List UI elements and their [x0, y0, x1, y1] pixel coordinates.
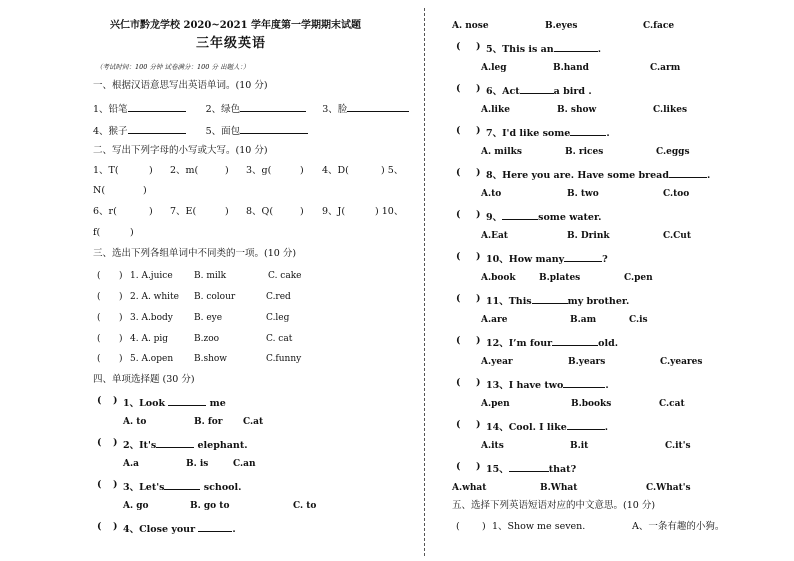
s2-r2-c: 8、Q( — [246, 206, 274, 217]
s4-option: B.am — [570, 315, 597, 325]
s2-r1-d-close: ) 5、 — [381, 165, 404, 176]
s3-option-b: B.show — [194, 354, 228, 364]
s5-a1-text: A、一条有趣的小狗。 — [632, 521, 725, 532]
s1-blank-4[interactable] — [128, 123, 186, 134]
s4-blank[interactable] — [156, 437, 194, 448]
s3-paren-close[interactable]: ) — [119, 313, 123, 323]
s3-paren-close[interactable]: ) — [119, 271, 123, 281]
s4-option: A.to — [481, 189, 502, 199]
s2-r1-b: 2、m( — [170, 165, 199, 176]
column-divider — [424, 8, 425, 556]
s4-blank[interactable] — [164, 479, 200, 490]
s3-option-c: C.leg — [266, 313, 290, 323]
s4-option: C.Cut — [663, 231, 692, 241]
s3-option-c: C.funny — [266, 354, 302, 364]
s4-blank[interactable] — [532, 293, 568, 304]
s3-option-a: 5. A.open — [130, 354, 174, 364]
s2-r2-d-close: ) 10、 — [375, 206, 404, 217]
s4-option: C.What's — [646, 483, 691, 493]
s2-r1-tail-close: ) — [143, 185, 147, 196]
s4-option: C.eggs — [656, 147, 690, 157]
s3-option-b: B. milk — [194, 271, 227, 281]
s2-r2-d: 9、J( — [322, 206, 346, 217]
s3-paren-open: ( — [97, 354, 101, 364]
s4-option: A.what — [452, 483, 487, 493]
s3-paren-close[interactable]: ) — [119, 354, 123, 364]
s4-blank[interactable] — [168, 395, 206, 406]
s2-r1-b-close: ) — [225, 165, 229, 176]
s3-option-c: C. cake — [268, 271, 302, 281]
s4-blank[interactable] — [669, 167, 707, 178]
s4-option: B.it — [570, 441, 589, 451]
s3-option-a: 1. A.juice — [130, 271, 173, 281]
s4-option: B. two — [567, 189, 599, 199]
s4-option: B.years — [568, 357, 606, 367]
s2-r1-a-close: ) — [149, 165, 153, 176]
s3-option-c: C. cat — [266, 334, 293, 344]
s4-blank[interactable] — [552, 335, 598, 346]
s3-option-a: 4. A. pig — [130, 334, 169, 344]
s1-blank-3[interactable] — [347, 101, 409, 112]
s1-blank-5[interactable] — [240, 123, 308, 134]
s4-option: B.What — [540, 483, 578, 493]
s1-blank-2[interactable] — [240, 101, 306, 112]
exam-meta: （考试时间：100 分钟 试卷满分：100 分 出题人：） — [96, 63, 250, 71]
s4-option: A.year — [481, 357, 513, 367]
s2-r2-b: 7、E( — [170, 206, 197, 217]
s2-r1-c-close: ) — [300, 165, 304, 176]
s2-r1-c: 3、g( — [246, 165, 272, 176]
s4-option: B. rices — [565, 147, 604, 157]
s2-r2-tail-close: ) — [130, 227, 134, 238]
section1-row1 — [93, 101, 409, 116]
s2-r2-a: 6、r( — [93, 206, 117, 217]
s4-blank[interactable] — [554, 41, 598, 52]
s1-item-2: 2、绿色 — [205, 104, 241, 115]
s4-option: C.is — [629, 315, 648, 325]
s3-paren-close[interactable]: ) — [119, 292, 123, 302]
s2-r1-a: 1、T( — [93, 165, 119, 176]
exam-title: 兴仁市黔龙学校 2020~2021 学年度第一学期期末试题 — [110, 20, 362, 31]
s3-paren-open: ( — [97, 313, 101, 323]
s3-paren-open: ( — [97, 334, 101, 344]
s4-option: C.arm — [650, 63, 681, 73]
s2-r2-a-close: ) — [149, 206, 153, 217]
s4-option: A.its — [481, 441, 504, 451]
s4-option: C.yeares — [660, 357, 703, 367]
s4-blank[interactable] — [567, 419, 605, 430]
section3-heading: 三、选出下列各组单词中不同类的一项。(10 分) — [93, 248, 297, 259]
section5-heading: 五、选择下列英语短语对应的中文意思。(10 分) — [452, 500, 656, 511]
s3-option-c: C.red — [266, 292, 291, 302]
section4-heading: 四、单项选择题 (30 分) — [93, 374, 195, 385]
s2-r1-d: 4、D( — [322, 165, 349, 176]
s4-option: C.too — [663, 189, 690, 199]
s1-item-5: 5、面包 — [205, 126, 241, 137]
s4-option: C.likes — [653, 105, 688, 115]
s3-option-a: 3. A.body — [130, 313, 173, 323]
s3-option-b: B.zoo — [194, 334, 220, 344]
s4-option: A.book — [481, 273, 516, 283]
section2-heading: 二、写出下列字母的小写或大写。(10 分) — [93, 145, 268, 156]
s3-paren-open: ( — [97, 271, 101, 281]
s4-option: A.are — [481, 315, 508, 325]
s3-paren-close[interactable]: ) — [119, 334, 123, 344]
s4-option: C.it's — [665, 441, 691, 451]
exam-page: 兴仁市黔龙学校 2020~2021 学年度第一学期期末试题 三年级英语 （考试时间：100 分钟 试卷满分：100 分 出题人：） 一、根据汉语意思写出英语单词。(10 分) 1、铅笔 2、绿色 3、脸 4、猴子 5、面包 二、写出下列字母的小写或大写。(10 分) 1、T( ) 2、m( ) 3、g( ) 4、D( ) 5、 N( ) 6、r( ) 7、E( ) 8、Q( ) 9、J( ) 10、 f( ) 三、选出下列各组单词中不同类的一项。(10 分) ( ) 1. A.juice B. milk C. cake ( ) 2. A. white B. colour C.red ( ) 3. A.body B. eye C.leg ( ) 4. A. pig B.zoo C. cat ( ) 5. A.open B.show C.funny 四、单项选择题 (30 分) ( ) 1、Look me A. to B. for C.at ( ) 2、It's elephant. A.a B. is C.an ( ) 3、Let's school. A. go B. go to C. to ( ) 4、Close your . A. nose B.eyes C.face ( ) 5、This is an . A.leg B.hand C.arm ( ) 6、Act a bird . A.like B. show C.likes ( ) 7、I'd like some . A. milks B. rices C.eggs ( ) 8、Here you are. Have some bread . A.to B. two C.too ( ) 9、 some water. A.Eat B. Drink C.Cut ( ) 10、How many ? A.book B.plates C.pen ( ) 11、This my brother. A.are B.am C.is ( ) 12、I’m four old. A.year B.years C.yeares ( ) 13、I have two . A.pen B.books C.cat ( ) 14、Cool. I like . A.its B.it C.it's ( ) 15、 that? A.what B.What C.What's 五、选择下列英语短语对应的中文意思。(10 分) ( ) 1、Show me seven. A、一条有趣的小狗。 — [0, 0, 794, 561]
s2-r2-tail: f( — [93, 227, 101, 238]
s4-option: A.like — [481, 105, 510, 115]
section1-row2 — [93, 123, 308, 138]
s4-option: C.pen — [624, 273, 653, 283]
s4-option: B.hand — [553, 63, 589, 73]
s4-option: A.leg — [481, 63, 507, 73]
s1-item-3: 3、脸 — [322, 104, 348, 115]
s3-option-b: B. eye — [194, 313, 223, 323]
s2-r2-b-close: ) — [225, 206, 229, 217]
s2-r1-tail: N( — [93, 185, 106, 196]
s4-blank[interactable] — [564, 251, 602, 262]
s4-blank[interactable] — [520, 83, 554, 94]
s4-blank[interactable] — [198, 521, 232, 532]
s4-option: A.pen — [481, 399, 510, 409]
s3-option-b: B. colour — [194, 292, 236, 302]
s4-blank[interactable] — [502, 209, 538, 220]
s1-item-4: 4、猴子 — [93, 126, 128, 137]
s4-option: B. show — [557, 105, 597, 115]
section1-heading: 一、根据汉语意思写出英语单词。(10 分) — [93, 80, 268, 91]
s5-q1-text: 1、Show me seven. — [492, 521, 586, 532]
s4-option: A.Eat — [481, 231, 508, 241]
s1-blank-1[interactable] — [128, 101, 186, 112]
s4-option: B. Drink — [567, 231, 610, 241]
s4-blank[interactable] — [570, 125, 606, 136]
exam-subtitle: 三年级英语 — [196, 36, 267, 51]
s3-paren-open: ( — [97, 292, 101, 302]
s4-blank[interactable] — [563, 377, 605, 388]
s1-item-1: 1、铅笔 — [93, 104, 128, 115]
s2-r2-c-close: ) — [300, 206, 304, 217]
s3-option-a: 2. A. white — [130, 292, 179, 302]
s4-option: A. milks — [481, 147, 522, 157]
s4-blank[interactable] — [509, 461, 549, 472]
s4-option: C.cat — [659, 399, 685, 409]
s4-option: B.plates — [539, 273, 581, 283]
s4-option: B.books — [571, 399, 612, 409]
